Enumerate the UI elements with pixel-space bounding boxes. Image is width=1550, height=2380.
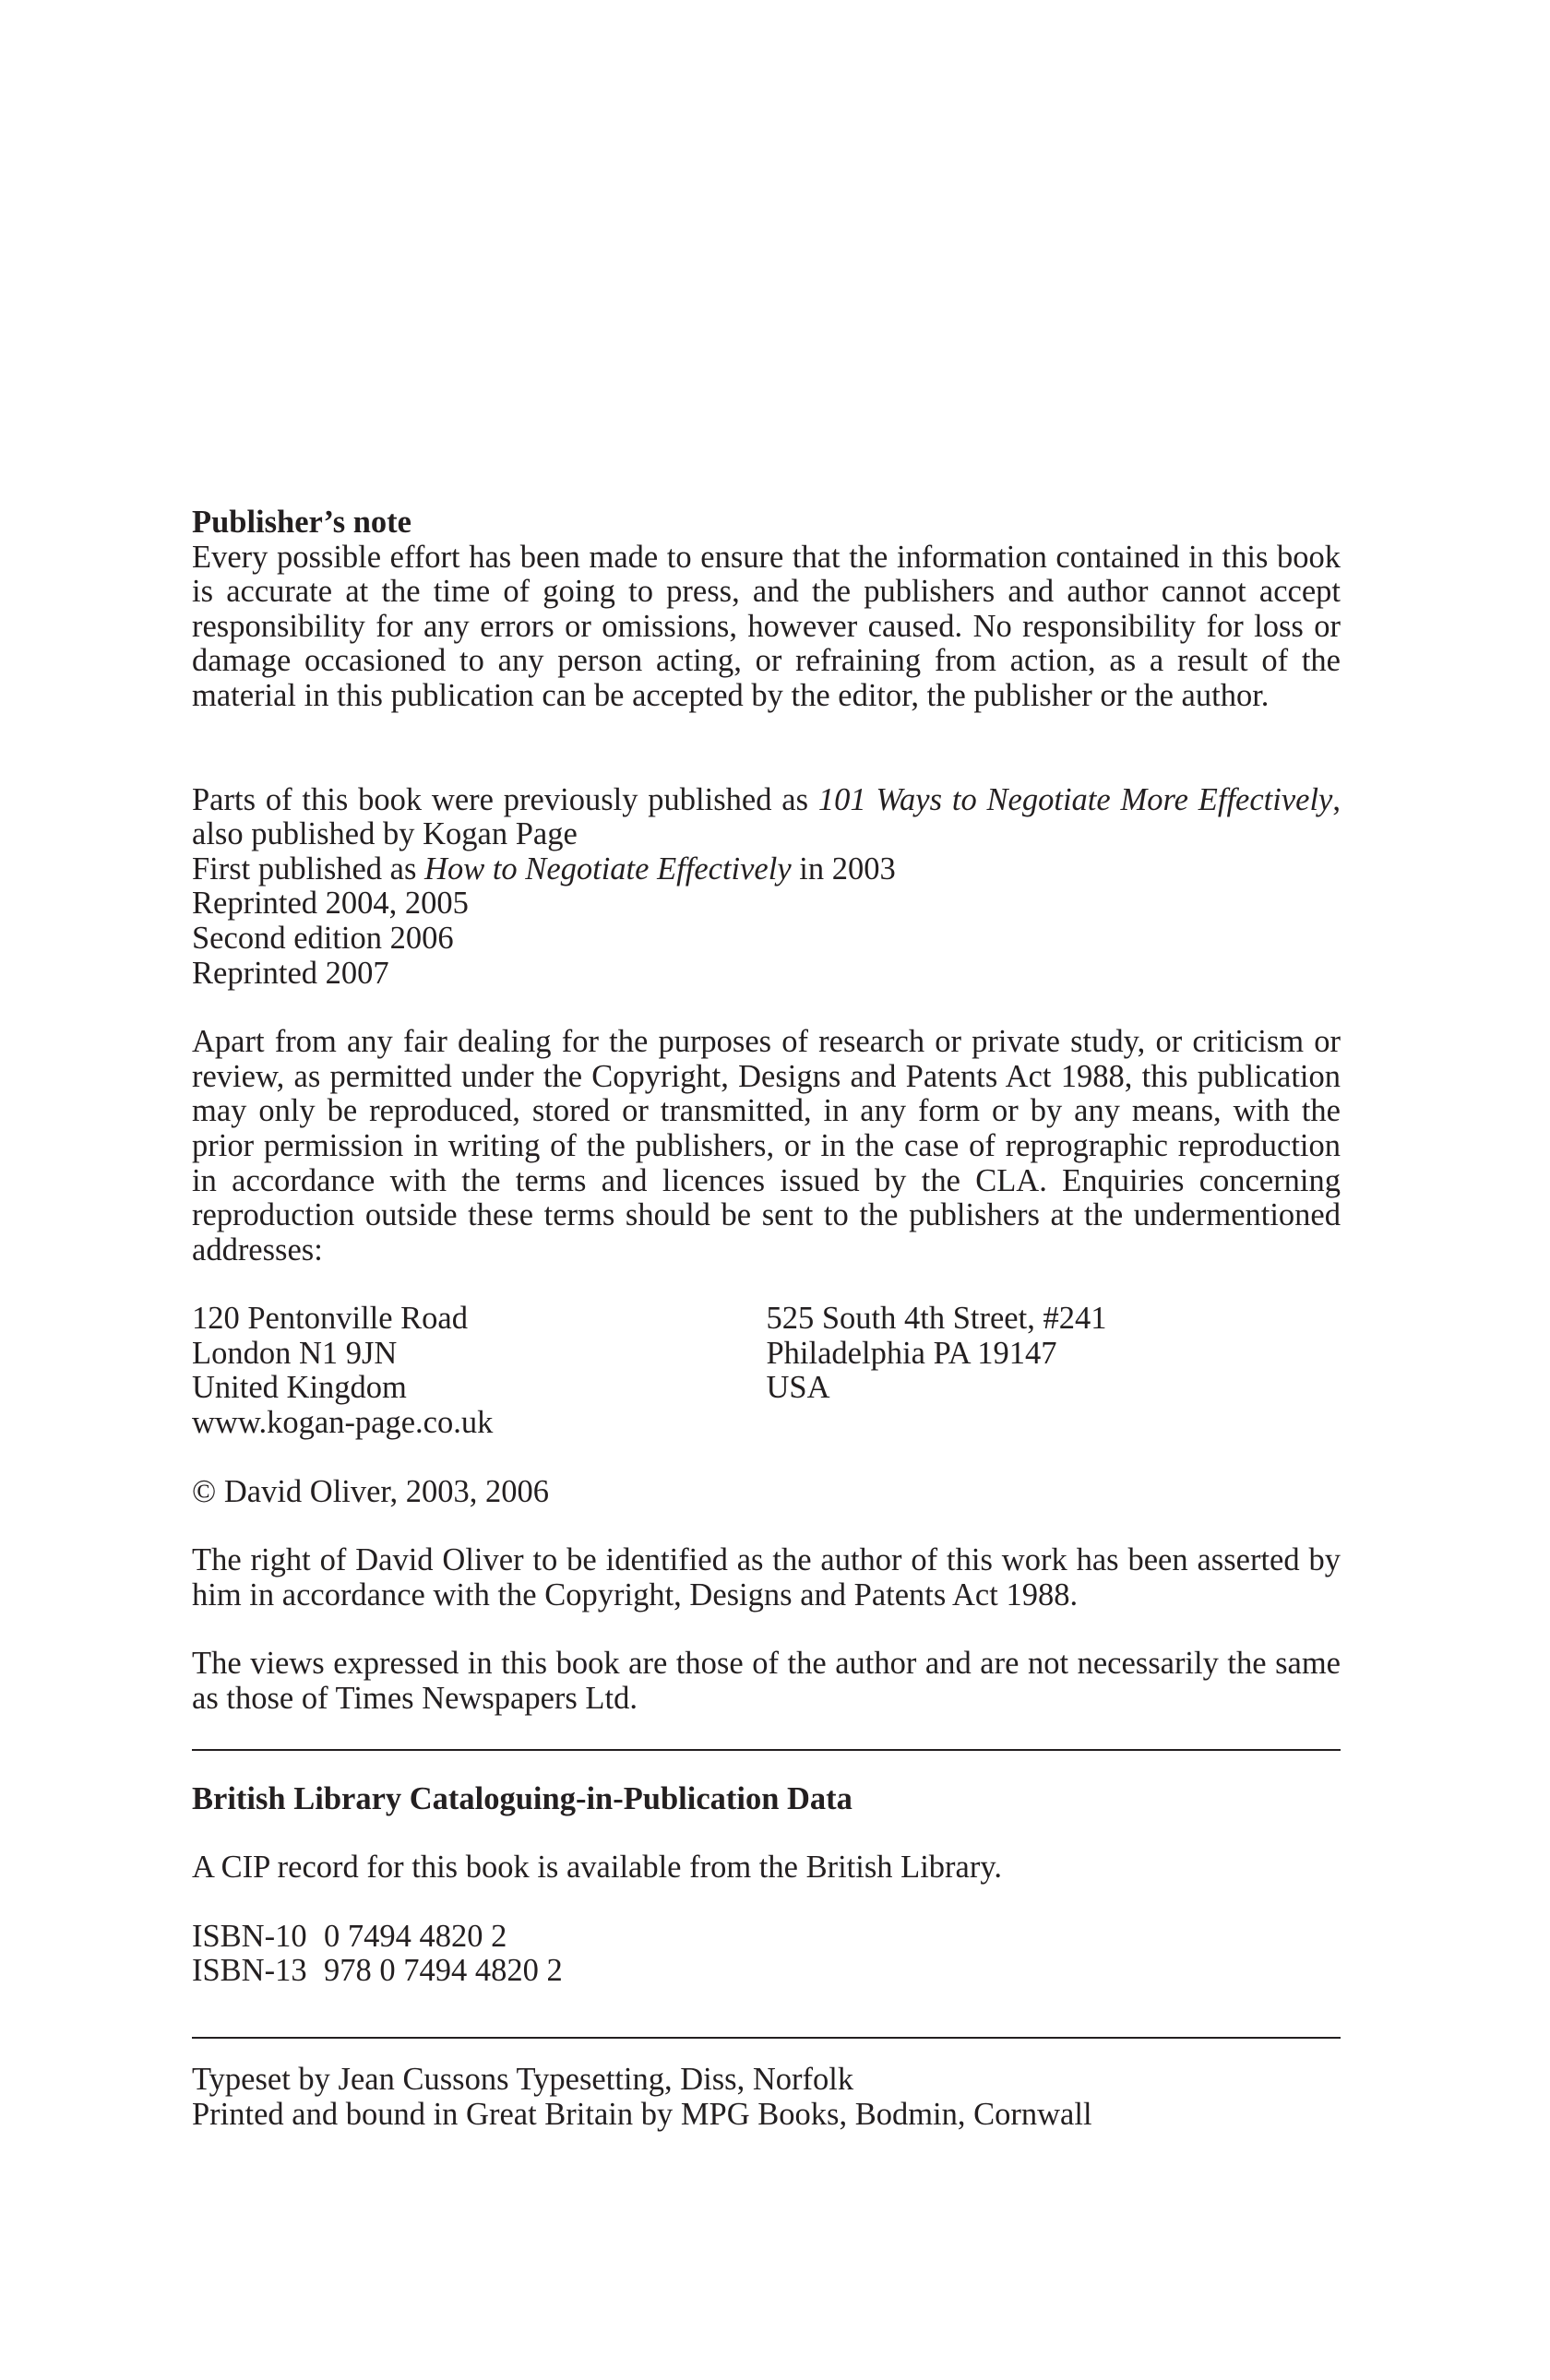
address-us — [767, 1302, 1341, 1440]
address-uk-line: London N1 9JN — [192, 1335, 398, 1371]
address-us-line: USA — [766, 1370, 830, 1406]
isbn-row — [192, 1954, 1341, 1989]
first-book-title: How to Negotiate Effectively — [424, 851, 792, 887]
page-content — [192, 506, 1341, 2132]
previous-book-title: 101 Ways to Negotiate More Effectively — [817, 781, 1333, 817]
address-uk — [192, 1302, 767, 1440]
isbn-label: ISBN-10 — [192, 1918, 307, 1954]
history-line-previous-title — [192, 783, 1341, 852]
moral-rights-statement: The right of David Oliver to be identified as the author of this work has been asserted by him in accordance with the Copyright, Designs and Patents Act 1988. — [192, 1542, 1341, 1612]
cip-text: A CIP record for this book is available from the British Library. — [192, 1850, 1002, 1886]
publisher-note — [192, 506, 1341, 714]
history-line-reprinted-2007: Reprinted 2007 — [192, 955, 389, 991]
publisher-note-body: Every possible effort has been made to ensure that the information contained in this book is accurate at the time of going to press, and the publishers and author cannot accept responsibility for any errors or omissions, however caused. No responsibility for loss or damage occasioned to any person acting, or refraining from action, as a result of the material in this publication can be accepted by the editor, the publisher or the author. — [192, 539, 1341, 713]
isbn-value: 978 0 7494 4820 2 — [324, 1953, 563, 1989]
history-suffix: , also published by Kogan Page — [192, 781, 1341, 852]
copyright-notice: © David Oliver, 2003, 2006 — [192, 1473, 550, 1509]
printer-credit: Printed and bound in Great Britain by MPG Books, Bodmin, Cornwall — [192, 2096, 1092, 2132]
typeset-credit: Typeset by Jean Cussons Typesetting, Diss, Norfolk — [192, 2062, 854, 2097]
address-uk-line: United Kingdom — [192, 1370, 407, 1406]
section-divider — [192, 1749, 1341, 1751]
address-uk-website: www.kogan-page.co.uk — [192, 1405, 494, 1441]
history-line-second-edition: Second edition 2006 — [192, 920, 454, 956]
address-uk-line: 120 Pentonville Road — [192, 1301, 468, 1337]
section-divider — [192, 2037, 1341, 2039]
first-published-prefix: First published as — [192, 851, 425, 887]
history-prefix: Parts of this book were previously published as — [192, 781, 818, 817]
first-published-suffix: in 2003 — [791, 851, 896, 887]
history-line-first-published — [192, 852, 1341, 887]
cip-title: British Library Cataloguing-in-Publication Data — [192, 1780, 852, 1816]
isbn-value: 0 7494 4820 2 — [324, 1918, 507, 1954]
address-us-line: 525 South 4th Street, #241 — [766, 1301, 1107, 1337]
production-credits — [192, 2063, 1341, 2132]
publication-history — [192, 783, 1341, 992]
publisher-addresses — [192, 1302, 1341, 1440]
publisher-note-title: Publisher’s note — [192, 505, 411, 540]
history-line-reprinted: Reprinted 2004, 2005 — [192, 886, 469, 922]
views-disclaimer: The views expressed in this book are those of the author and are not necessarily the same as those of Times Newspapers Ltd. — [192, 1646, 1341, 1717]
isbn-row — [192, 1920, 1341, 1955]
rights-statement: Apart from any fair dealing for the purposes of research or private study, or criticism or review, as permitted under the Copyright, Designs and Patents Act 1988, this publication may only be reproduced, stored or transmitted, in any form or by any means, with the prior permission in writing of the publishers, or in the case of reprographic reproduction in accordance with the terms and licences issued by the CLA. Enquiries concerning reproduction outside these terms should be sent to the publishers at the undermentioned addresses: — [192, 1024, 1341, 1267]
isbn-list — [192, 1920, 1341, 1989]
address-us-line: Philadelphia PA 19147 — [766, 1335, 1057, 1371]
isbn-label: ISBN-13 — [192, 1953, 307, 1989]
